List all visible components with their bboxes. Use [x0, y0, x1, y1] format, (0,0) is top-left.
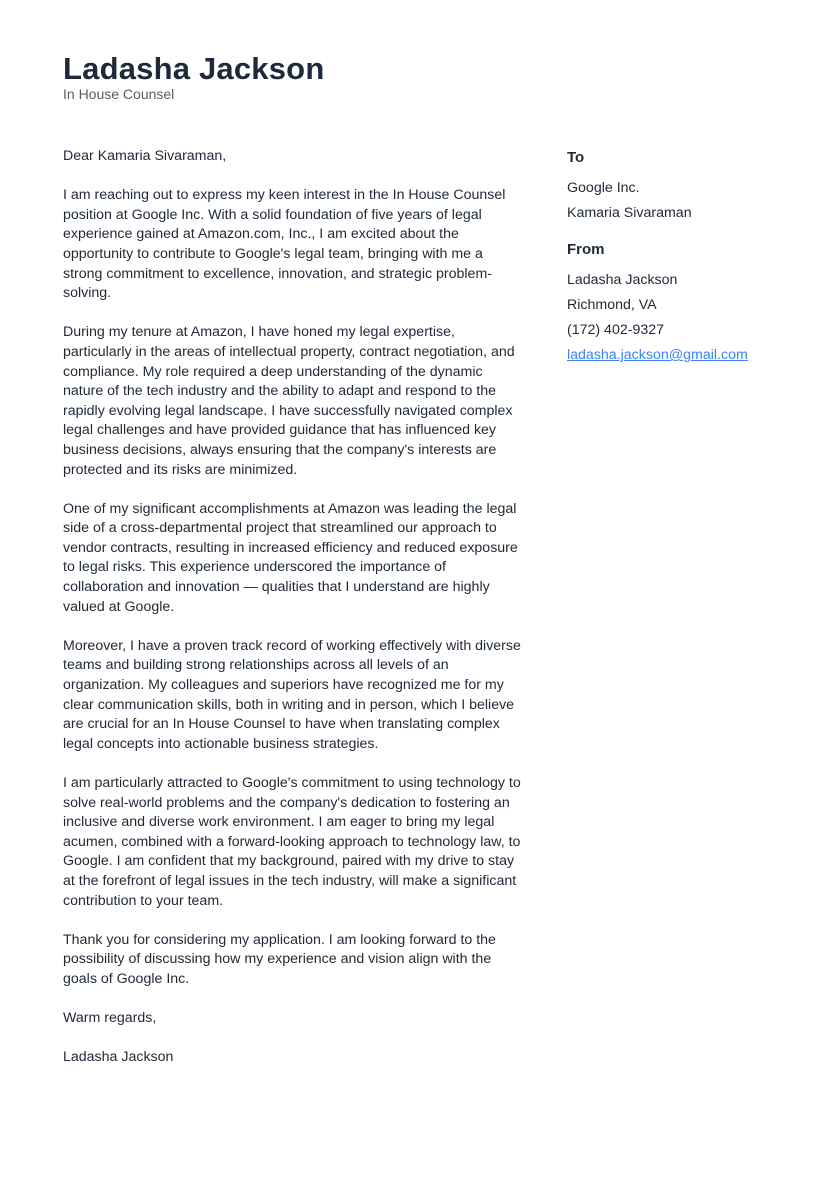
contact-sidebar [567, 148, 787, 382]
from-phone: (172) 402-9327 [567, 322, 665, 338]
from-heading: From [567, 241, 605, 258]
letter-paragraph-5: I am particularly attracted to Google's commitment to using technology to solve real-world problems and the company's dedication to fostering an inclusive and diverse work environment. I am eager to bring my legal acumen, combined with a forward-looking approach to technology law, to Google. I am confident that my background, paired with my drive to stay at the forefront of legal issues in the tech industry, will make a significant contribution to your team. [63, 775, 521, 909]
applicant-role: In House Counsel [63, 86, 175, 102]
from-email-row [567, 343, 787, 368]
from-name: Ladasha Jackson [567, 272, 678, 288]
letter-closing: Warm regards, [63, 1010, 157, 1027]
from-section [567, 240, 787, 368]
to-recipient: Kamaria Sivaraman [567, 205, 692, 221]
to-company: Google Inc. [567, 180, 640, 196]
letter-body [63, 147, 521, 1088]
email-link[interactable]: ladasha.jackson@gmail.com [567, 347, 748, 363]
applicant-name: Ladasha Jackson [63, 51, 325, 86]
header [63, 50, 324, 103]
letter-paragraph-2: During my tenure at Amazon, I have honed my legal expertise, particularly in the areas of intellectual property, contract negotiation, and compliance. My role required a deep understanding of the dynamic nature of the tech industry and the ability to adapt and respond to the rapidly evolving legal landscape. I have successfully navigated complex legal challenges and have provided guidance that has influenced key business decisions, always ensuring that the company's interests are protected and its risks are minimized. [63, 324, 515, 478]
to-section [567, 148, 787, 226]
to-heading: To [567, 149, 585, 166]
letter-paragraph-6: Thank you for considering my application. I am looking forward to the possibility of discussing how my experience and vision align with the goals of Google Inc. [63, 931, 496, 987]
from-location: Richmond, VA [567, 297, 657, 313]
letter-signature: Ladasha Jackson [63, 1049, 174, 1066]
letter-paragraph-3: One of my significant accomplishments at Amazon was leading the legal side of a cross-departmental project that streamlined our approach to vendor contracts, resulting in increased efficiency and reduced exposure to legal risks. This experience underscored the importance of collaboration and innovation — qualities that I understand are highly valued at Google. [63, 500, 518, 615]
letter-paragraph-1: I am reaching out to express my keen interest in the In House Counsel position at Google Inc. With a solid foundation of five years of legal experience gained at Amazon.com, Inc., I am excited about the opportunity to contribute to Google's legal team, bringing with me a strong commitment to excellence, innovation, and strategic problem-solving. [63, 187, 506, 302]
letter-paragraph-4: Moreover, I have a proven track record of working effectively with diverse teams and building strong relationships across all levels of an organization. My colleagues and superiors have recognized me for my clear communication skills, both in writing and in person, which I believe are crucial for an In House Counsel to have when translating complex legal concepts into actionable business strategies. [63, 637, 521, 752]
letter-greeting: Dear Kamaria Sivaraman, [63, 148, 227, 164]
